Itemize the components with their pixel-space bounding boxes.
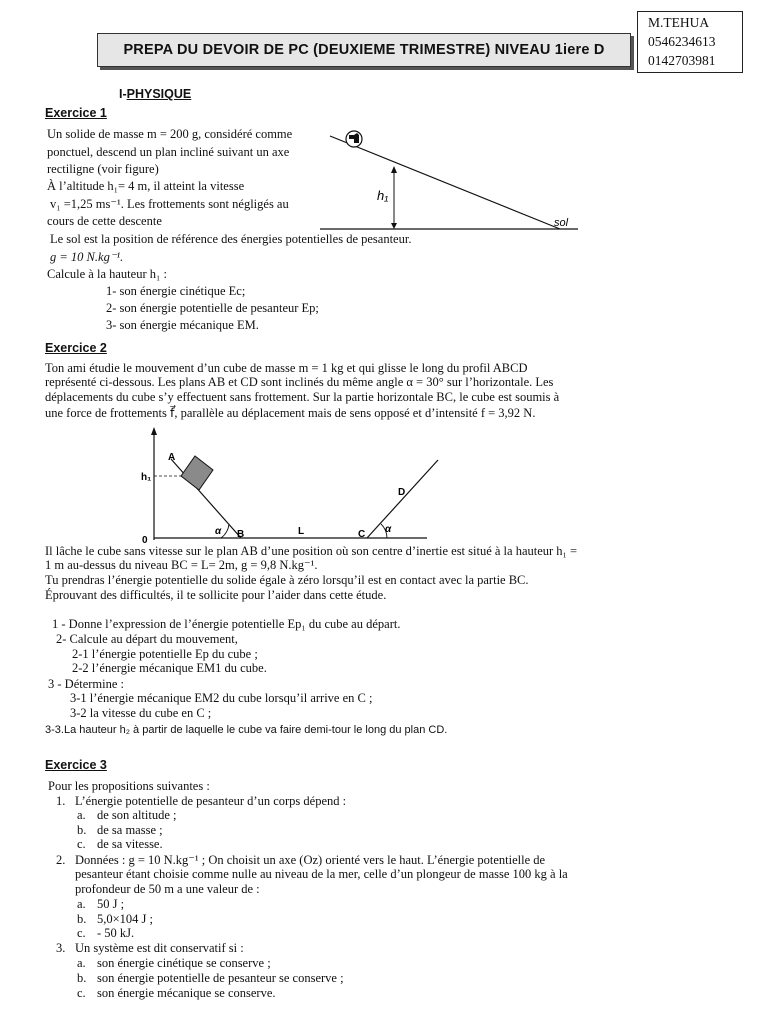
ex2-y-axis-arrow [151, 427, 157, 435]
ex2-intro-4: une force de frottements f⃗, parallèle au déplacement mais de sens opposé et d’intensité f = 3,92 N. [45, 406, 536, 420]
ex3-q2-line-2: pesanteur étant choisie comme nulle au niveau de la mer, celle d’un plongeur de masse 100 kg à la [75, 867, 568, 881]
ex1-h-label: h₁ [377, 188, 389, 203]
ex1-line-6: cours de cette descente [47, 214, 162, 228]
ex2-label-alpha-2: α [385, 524, 392, 535]
ex3-q1-opt-c-text: de sa vitesse. [97, 837, 163, 851]
ex1-line-9: Calcule à la hauteur h₁ : [47, 267, 167, 281]
ex2-label-b: B [237, 529, 245, 540]
ex2-question-3-2: 3-2 la vitesse du cube en C ; [70, 706, 212, 720]
ex1-figure [320, 122, 580, 232]
ex2-label-l: L [298, 526, 305, 537]
ex2-label-c: C [358, 529, 366, 540]
ex2-figure [135, 424, 445, 544]
ex1-line-8: g = 10 N.kg⁻¹. [50, 250, 124, 264]
ex3-q3-opt-c-letter: c. [77, 986, 86, 1000]
ex3-q2-opt-c-text: - 50 kJ. [97, 926, 135, 940]
ex2-label-h1: h₁ [141, 472, 152, 483]
ex3-q3-opt-b-text: son énergie potentielle de pesanteur se conserve ; [97, 971, 344, 985]
ex3-q1-opt-b-letter: b. [77, 823, 87, 837]
section-heading [119, 87, 191, 101]
ex1-arrow-head-down [391, 223, 397, 229]
author-phone-2: 0142703981 [648, 53, 716, 68]
ex3-q3-opt-a-text: son énergie cinétique se conserve ; [97, 956, 271, 970]
ex2-intro-3: déplacements du cube s’y effectuent sans frottement. Sur la partie horizontale BC, le cube est soumis à [45, 390, 560, 404]
ex2-question-2-2: 2-2 l’énergie mécanique EM1 du cube. [72, 661, 267, 675]
ex2-body-2: 1 m au-dessus du niveau BC = L= 2m, g = 9,8 N.kg⁻¹. [45, 558, 318, 572]
author-box [637, 11, 743, 73]
ex1-arrow-head-up [391, 166, 397, 173]
ex2-body-1: Il lâche le cube sans vitesse sur le plan AB d’une position où son centre d’inertie est situé à la hauteur h₁ = [45, 544, 578, 558]
ex2-body-3: Tu prendras l’énergie potentielle du solide égale à zéro lorsqu’il est en contact avec la partie BC. [45, 573, 529, 587]
ex1-item-3: 3- son énergie mécanique EM. [106, 318, 259, 332]
ex1-sol-label: sol [554, 217, 569, 229]
author-phone-1: 0546234613 [648, 34, 716, 49]
ex2-question-3-3: 3-3.La hauteur h₂ à partir de laquelle le cube va faire demi-tour le long du plan CD. [45, 724, 448, 736]
ex3-q2-opt-b-letter: b. [77, 912, 87, 926]
ex3-q3-opt-b-letter: b. [77, 971, 87, 985]
ex1-item-2: 2- son énergie potentielle de pesanteur Ep; [106, 301, 319, 315]
ex2-plane-cd [367, 460, 438, 538]
ex3-q3-text: Un système est dit conservatif si : [75, 941, 244, 955]
ex3-q1-opt-a-letter: a. [77, 808, 86, 822]
ex1-title: Exercice 1 [45, 106, 107, 120]
section-label: PHYSIQUE [126, 87, 192, 101]
ex3-q3-num: 3. [56, 941, 66, 955]
ex2-body-4: Éprouvant des difficultés, il te sollicite pour l’aider dans cette étude. [45, 588, 387, 602]
ex2-label-zero: 0 [142, 535, 148, 544]
ex3-q1-text: L’énergie potentielle de pesanteur d’un corps dépend : [75, 794, 347, 808]
ex3-q2-opt-a-letter: a. [77, 897, 86, 911]
ex2-label-alpha-1: α [215, 526, 222, 537]
ex1-line-1: Un solide de masse m = 200 g, considéré comme [47, 127, 293, 141]
ex1-ball [346, 131, 362, 147]
ex1-line-2: ponctuel, descend un plan incliné suivant un axe [47, 145, 290, 159]
ex3-q2-opt-c-letter: c. [77, 926, 86, 940]
ex3-q2-line-3: profondeur de 50 m a une valeur de : [75, 882, 260, 896]
ex2-question-2-1: 2-1 l’énergie potentielle Ep du cube ; [72, 647, 258, 661]
ex3-q2-opt-b-text: 5,0×104 J ; [97, 912, 154, 926]
ex3-q1-opt-a-text: de son altitude ; [97, 808, 177, 822]
ex2-question-1: 1 - Donne l’expression de l’énergie potentielle Ep₁ du cube au départ. [52, 617, 401, 631]
page-title-text: PREPA DU DEVOIR DE PC (DEUXIEME TRIMESTRE) NIVEAU 1iere D [123, 42, 605, 58]
ex3-q2-opt-a-text: 50 J ; [97, 897, 125, 911]
ex2-label-a: A [168, 452, 176, 463]
ex2-question-3-1: 3-1 l’énergie mécanique EM2 du cube lorsqu’il arrive en C ; [70, 691, 373, 705]
ex1-line-4: À l’altitude h₁= 4 m, il atteint la vitesse [47, 179, 245, 193]
ex3-q3-opt-c-text: son énergie mécanique se conserve. [97, 986, 276, 1000]
ex1-line-5: v₁ =1,25 ms⁻¹. Les frottements sont négligés au [50, 197, 289, 211]
ex3-q1-opt-c-letter: c. [77, 837, 86, 851]
ex1-item-1: 1- son énergie cinétique Ec; [106, 284, 246, 298]
ex2-question-3: 3 - Détermine : [48, 677, 125, 691]
ex2-intro-2: représenté ci-dessous. Les plans AB et CD sont inclinés du même angle α = 30° sur l’horizontale. Les [45, 375, 554, 389]
ex3-q1-num: 1. [56, 794, 66, 808]
ex1-line-7: Le sol est la position de référence des énergies potentielles de pesanteur. [50, 232, 412, 246]
ex1-incline-line [330, 136, 560, 229]
ex2-question-2: 2- Calcule au départ du mouvement, [56, 632, 238, 646]
ex2-title: Exercice 2 [45, 341, 107, 355]
author-name: M.TEHUA [648, 15, 710, 30]
section-prefix: I- [119, 87, 127, 101]
ex3-q2-num: 2. [56, 853, 66, 867]
ex2-angle-arc-1 [221, 524, 229, 538]
ex3-title: Exercice 3 [45, 758, 107, 772]
ex1-line-3: rectiligne (voir figure) [47, 162, 159, 176]
ex2-label-d: D [398, 487, 406, 498]
ex2-intro-1: Ton ami étudie le mouvement d’un cube de masse m = 1 kg et qui glisse le long du profil ABCD [45, 361, 528, 375]
ex3-q1-opt-b-text: de sa masse ; [97, 823, 163, 837]
ex2-cube [181, 456, 213, 490]
ex3-q3-opt-a-letter: a. [77, 956, 86, 970]
ex3-q2-line-1: Données : g = 10 N.kg⁻¹ ; On choisit un axe (Oz) orienté vers le haut. L’énergie potentielle de [75, 853, 546, 867]
page-title [97, 33, 631, 67]
ex3-intro: Pour les propositions suivantes : [48, 779, 210, 793]
